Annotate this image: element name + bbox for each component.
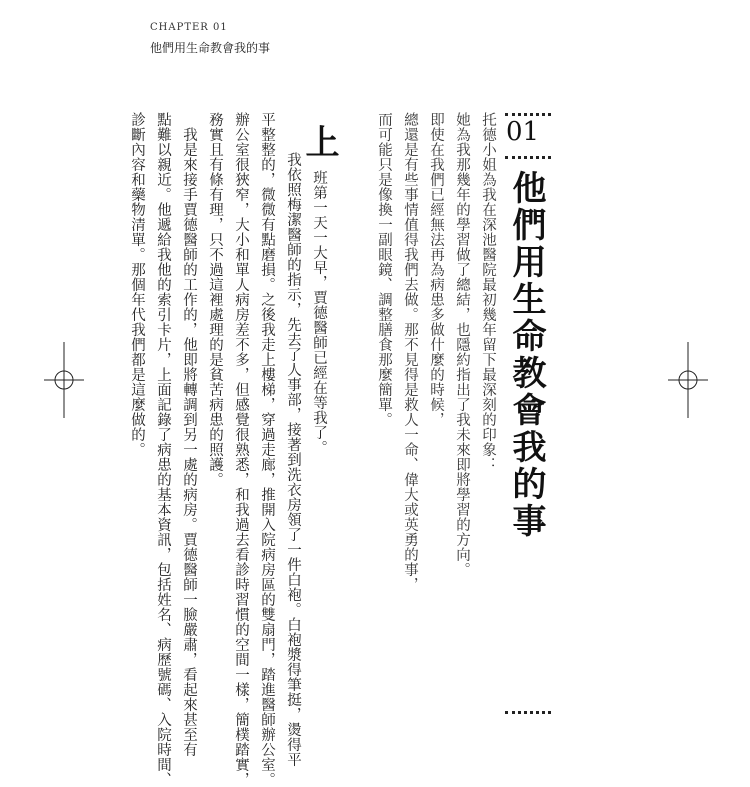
epigraph-line: 而可能只是像換一副眼鏡、調整膳食那麼簡單。: [376, 112, 392, 427]
epigraph-line: 托德小姐為我在深池醫院最初幾年留下最深刻的印象：: [480, 112, 496, 472]
drop-cap: 上: [299, 124, 339, 158]
body-line: 點難以親近。他遞給我他的索引卡片，上面記錄了病患的基本資訊，包括姓名、病歷號碼、入院時間、: [155, 112, 171, 787]
body-line: 務實且有條有理，只不過這裡處理的是貧苦病患的照護。: [207, 112, 223, 487]
body-line: 平整整的，微微有點磨損。之後我走上樓梯，穿過走廊，推開入院病房區的雙扇門，踏進醫師辦公室。: [259, 112, 275, 787]
registration-mark-right-icon: [668, 342, 708, 418]
body-line: 我是來接手賈德醫師的工作的，他即將轉調到另一處的病房。賈德醫師一臉嚴肅，看起來甚至有: [181, 112, 197, 757]
registration-mark-left-icon: [44, 342, 84, 418]
chapter-label: CHAPTER 01: [150, 22, 228, 33]
dotted-rule-top: [505, 113, 551, 116]
chapter-number: 01: [506, 117, 540, 147]
dotted-rule-bottom: [505, 711, 551, 714]
epigraph-line: 她為我那幾年的學習做了總結，也隱約指出了我未來即將學習的方向。: [454, 112, 470, 577]
chapter-title: 他們用生命教會我的事: [506, 170, 546, 540]
body-line: 辦公室很狹窄，大小和單人病房差不多，但感覺很熟悉，和我過去看診時習慣的空間一樣，簡樸踏實，: [233, 112, 249, 787]
body-line: 我依照梅潔醫師的指示，先去了人事部，接著到洗衣房領了一件白袍。白袍漿得筆挺，燙得平: [285, 152, 301, 767]
epigraph-line: 總還是有些事情值得我們去做。那不見得是救人一命、偉大或英勇的事，: [402, 112, 418, 592]
running-header: [150, 22, 270, 56]
dotted-rule-middle: [505, 156, 551, 159]
running-chapter-title: 他們用生命教會我的事: [150, 41, 271, 55]
body-line: 診斷內容和藥物清單。那個年代我們都是這麼做的。: [129, 112, 145, 457]
epigraph-line: 即使在我們已經無法再為病患多做什麼的時候，: [428, 112, 444, 427]
body-line: 班第一天一大早，賈德醫師已經在等我了。: [311, 170, 327, 455]
